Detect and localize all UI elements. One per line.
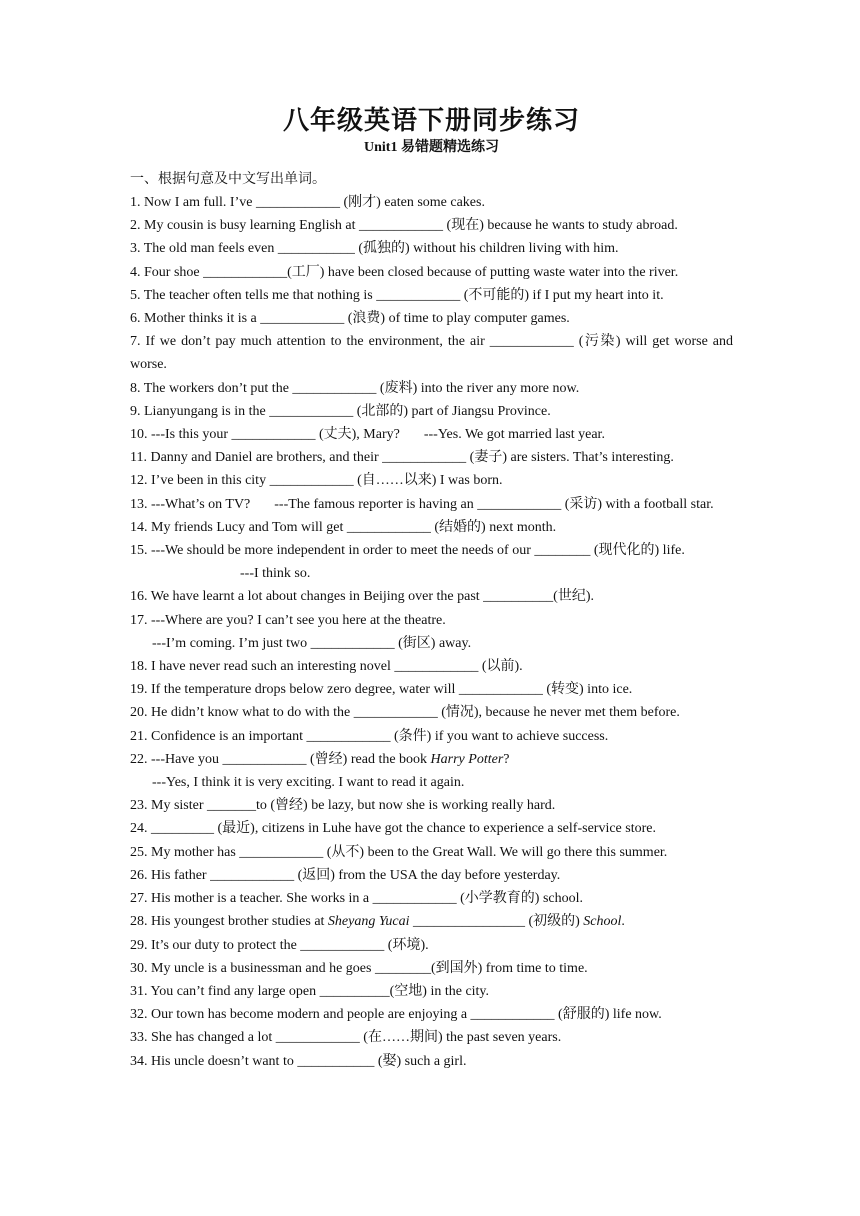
- question-5: 5. The teacher often tells me that nothing is ____________ (不可能的) if I put my heart into it.: [130, 287, 664, 303]
- question-10: 10. ---Is this your ____________ (丈夫), Mary? ---Yes. We got married last year.: [130, 427, 605, 443]
- question-6: 6. Mother thinks it is a ____________ (浪费) of time to play computer games.: [130, 311, 570, 327]
- question-27: 27. His mother is a teacher. She works in a ____________ (小学教育的) school.: [130, 891, 583, 907]
- question-32: 32. Our town has become modern and people are enjoying a ____________ (舒服的) life now.: [130, 1007, 662, 1023]
- question-24: 24. _________ (最近), citizens in Luhe have got the chance to experience a self-service store.: [130, 821, 656, 837]
- question-2: 2. My cousin is busy learning English at ____________ (现在) because he wants to study abroad.: [130, 218, 678, 234]
- question-34: 34. His uncle doesn’t want to ___________ (娶) such a girl.: [130, 1053, 467, 1069]
- question-31: 31. You can’t find any large open __________(空地) in the city.: [130, 983, 490, 999]
- question-3: 3. The old man feels even ___________ (孤独的) without his children living with him.: [130, 241, 619, 257]
- question-25: 25. My mother has ____________ (从不) been to the Great Wall. We will go there this summer.: [130, 844, 668, 860]
- page-subtitle: Unit1 易错题精选练习: [364, 140, 499, 155]
- question-29: 29. It’s our duty to protect the ____________ (环境).: [130, 937, 429, 953]
- question-16: 16. We have learnt a lot about changes in Beijing over the past __________(世纪).: [130, 589, 595, 605]
- question-21: 21. Confidence is an important ____________ (条件) if you want to achieve success.: [130, 728, 609, 744]
- section-heading: 一、根据句意及中文写出单词。: [130, 172, 326, 187]
- question-22-reply: ---Yes, I think it is very exciting. I want to read it again.: [152, 775, 465, 791]
- question-30: 30. My uncle is a businessman and he goes ________(到国外) from time to time.: [130, 960, 588, 976]
- worksheet-page: [130, 104, 733, 1073]
- question-18: 18. I have never read such an interesting novel ____________ (以前).: [130, 659, 523, 675]
- question-17: 17. ---Where are you? I can’t see you here at the theatre.: [130, 612, 446, 628]
- question-15: 15. ---We should be more independent in order to meet the needs of our ________ (现代化的) life.: [130, 543, 685, 559]
- page-title: 八年级英语下册同步练习: [282, 106, 580, 136]
- question-1: 1. Now I am full. I’ve ____________ (刚才) eaten some cakes.: [130, 195, 485, 210]
- question-33: 33. She has changed a lot ____________ (在……期间) the past seven years.: [130, 1030, 562, 1046]
- question-17-reply: ---I’m coming. I’m just two ____________ (街区) away.: [152, 635, 472, 651]
- question-15-reply: ---I think so.: [240, 566, 311, 582]
- question-8: 8. The workers don’t put the ____________ (废料) into the river any more now.: [130, 380, 580, 396]
- question-20: 20. He didn’t know what to do with the ____________ (情况), because he never met them before.: [130, 705, 680, 721]
- question-19: 19. If the temperature drops below zero degree, water will ____________ (转变) into ice.: [130, 682, 633, 698]
- question-list: [130, 191, 733, 1073]
- question-4: 4. Four shoe ____________(工厂) have been closed because of putting waste water into the river.: [130, 264, 679, 280]
- question-23: 23. My sister _______to (曾经) be lazy, but now she is working really hard.: [130, 798, 556, 814]
- question-22: 22. ---Have you ____________ (曾经) read the book Harry Potter?: [130, 751, 510, 767]
- question-13: 13. ---What’s on TV? ---The famous reporter is having an ____________ (采访) with a football star.: [130, 496, 714, 512]
- question-12: 12. I’ve been in this city ____________ (自……以来) I was born.: [130, 473, 503, 489]
- question-26: 26. His father ____________ (返回) from the USA the day before yesterday.: [130, 867, 561, 883]
- question-9: 9. Lianyungang is in the ____________ (北部的) part of Jiangsu Province.: [130, 403, 551, 419]
- question-14: 14. My friends Lucy and Tom will get ____________ (结婚的) next month.: [130, 519, 557, 535]
- question-11: 11. Danny and Daniel are brothers, and their ____________ (妻子) are sisters. That’s interesting.: [130, 450, 674, 466]
- question-28: 28. His youngest brother studies at Sheyang Yucai ________________ (初级的) School.: [130, 914, 625, 930]
- question-7: 7. If we don’t pay much attention to the environment, the air ____________ (污染) will get worse and worse.: [130, 334, 733, 373]
